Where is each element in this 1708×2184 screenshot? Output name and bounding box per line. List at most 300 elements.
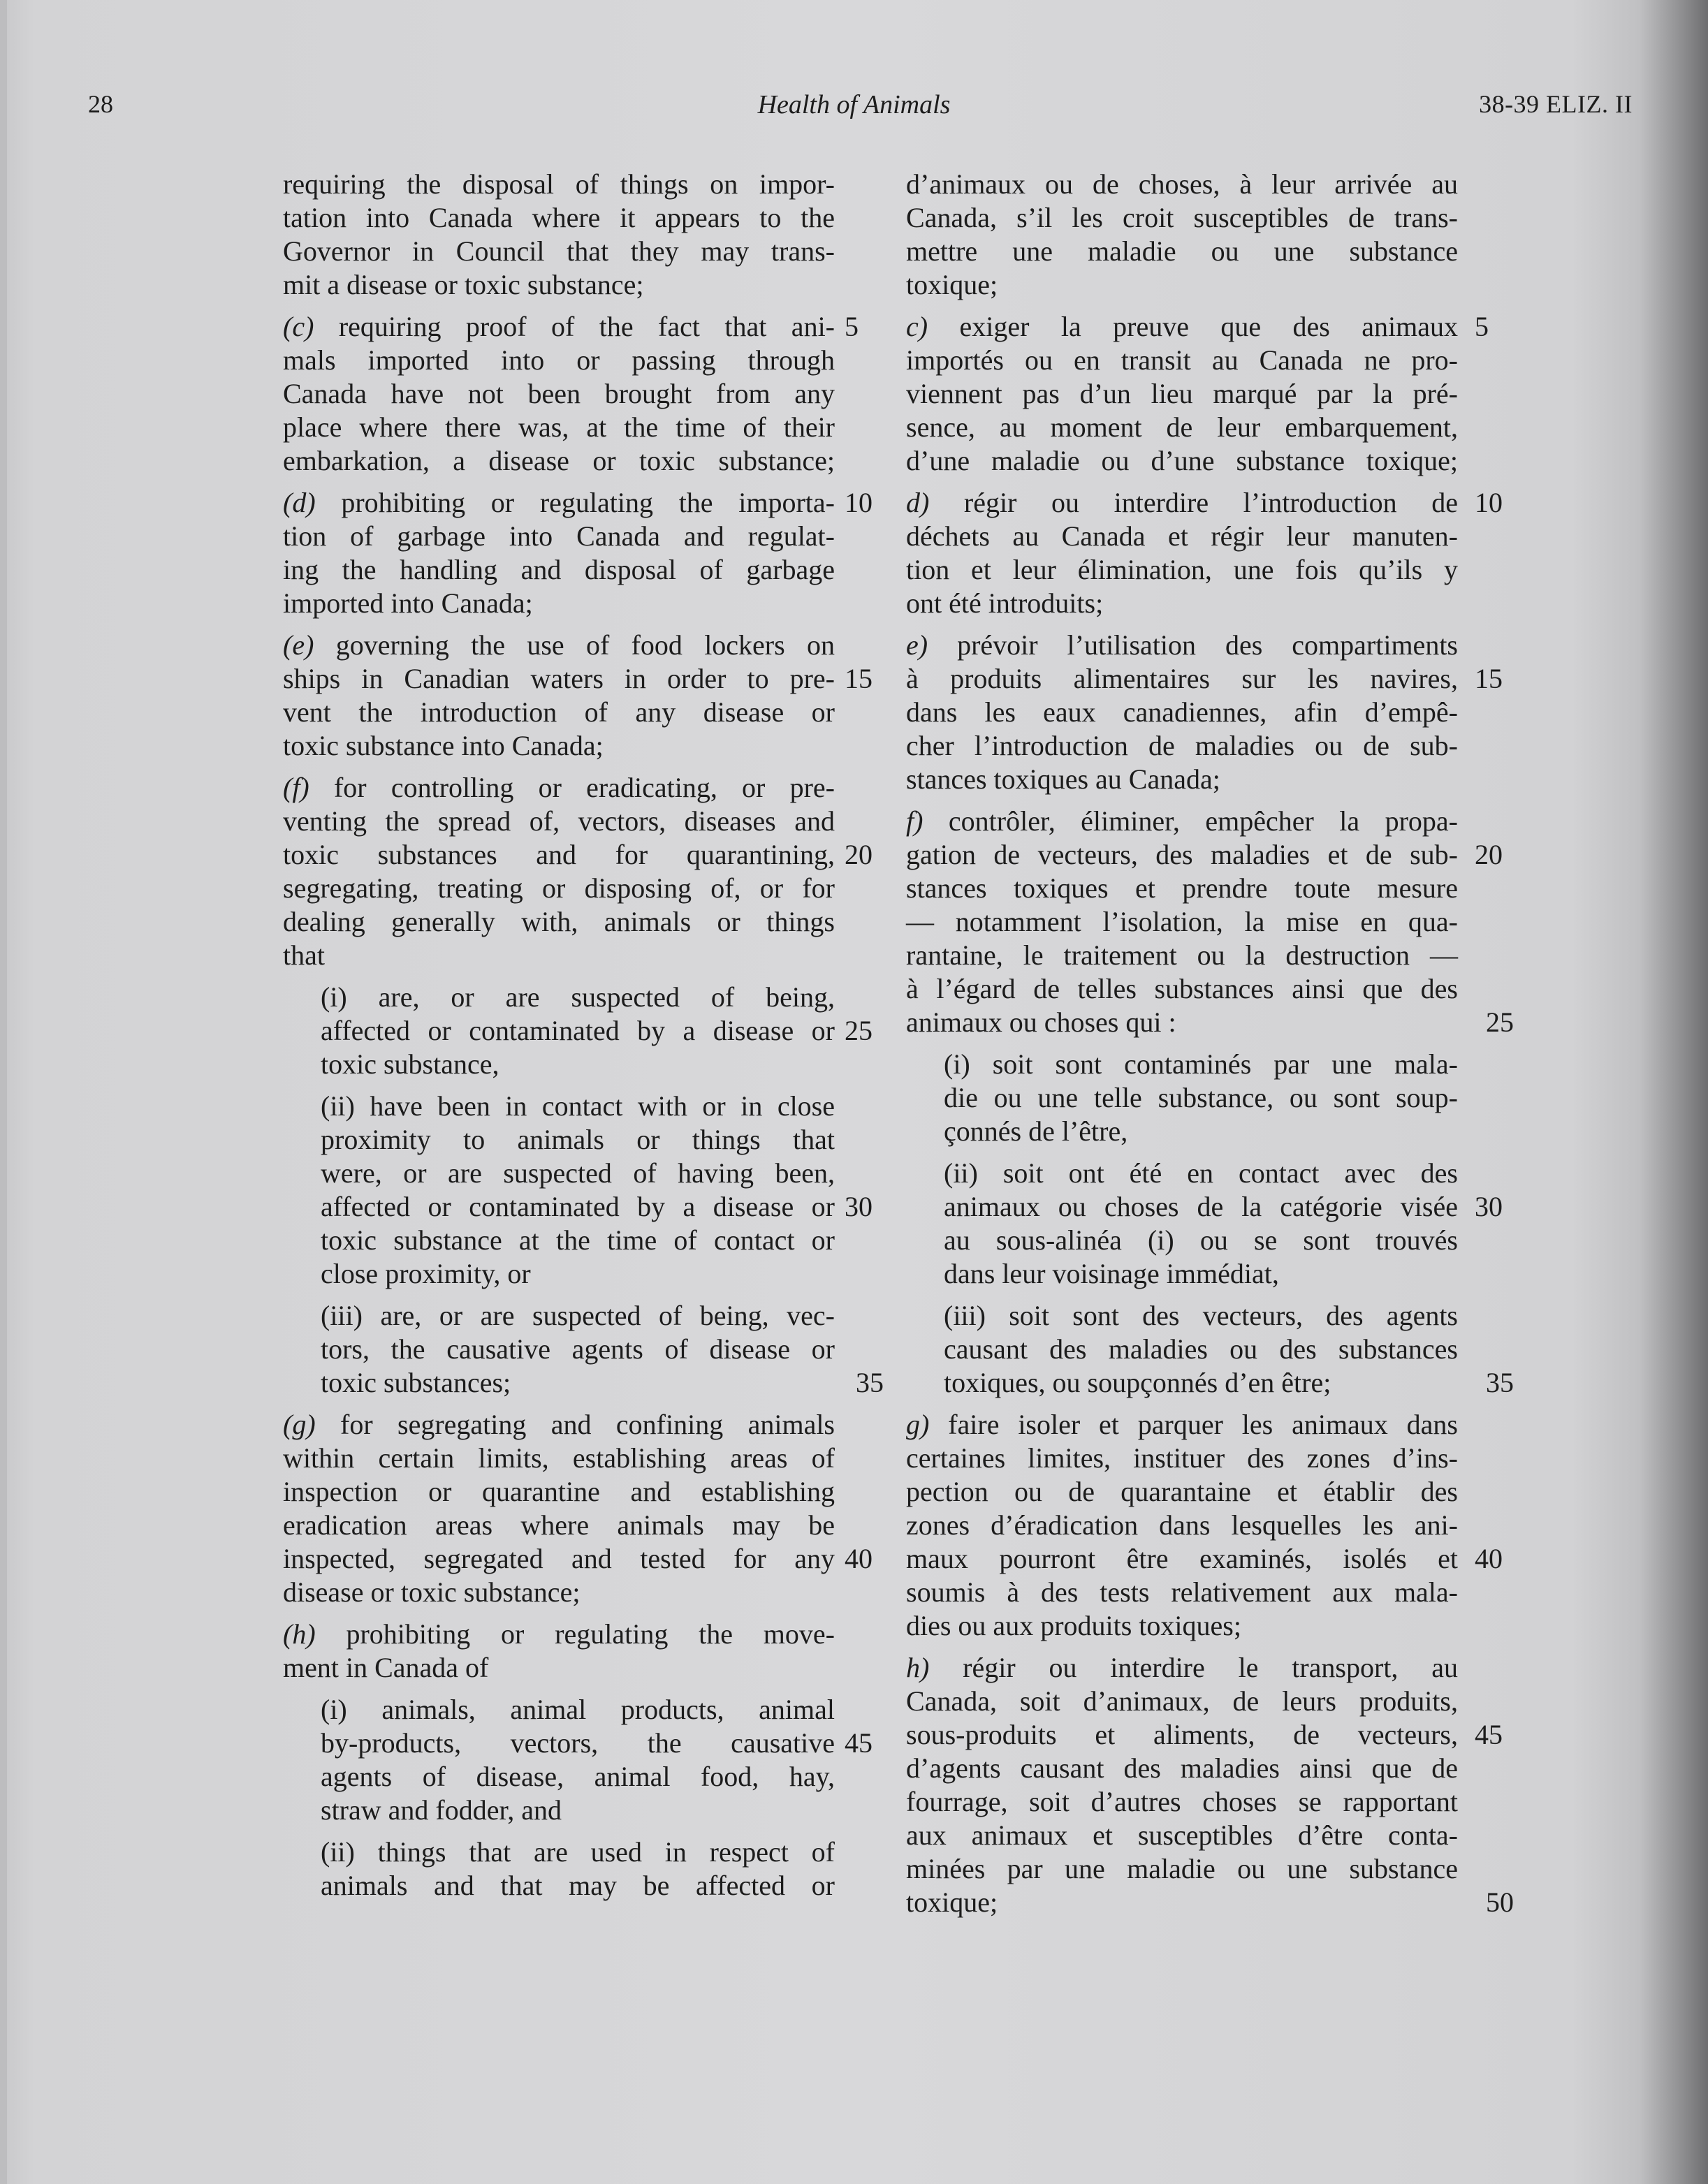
line-text: [283, 629, 835, 661]
text-line: [906, 1685, 1458, 1718]
line-content: animaux ou choses de la catégorie visée: [944, 1191, 1458, 1222]
line-content: çonnés de l’être,: [944, 1115, 1128, 1147]
line-text: [906, 1006, 1176, 1038]
line-content: régir ou interdire le transport, au: [929, 1652, 1458, 1683]
text-line: [906, 377, 1458, 411]
line-content: ships in Canadian waters in order to pre-: [283, 663, 835, 694]
line-content: à l’égard de telles substances ainsi que des: [906, 973, 1458, 1004]
line-content: prohibiting or regulating the importa-: [315, 487, 835, 518]
text-line: [283, 486, 873, 520]
text-line: [906, 1785, 1458, 1819]
line-text: [283, 1476, 835, 1507]
text-line: [944, 1333, 1458, 1366]
line-number: 40: [1475, 1543, 1503, 1574]
text-line: [906, 1442, 1458, 1475]
line-text: [906, 1409, 1458, 1440]
text-line: [283, 1408, 835, 1442]
line-text: [906, 520, 1458, 552]
text-line: [906, 268, 1458, 302]
line-text: [906, 663, 1458, 694]
line-text: [944, 1333, 1458, 1365]
line-text: [283, 587, 533, 619]
line-content: embarkation, a disease or toxic substance;: [283, 445, 835, 476]
line-text: [906, 1652, 1458, 1683]
line-text: [283, 378, 835, 409]
text-line: [283, 905, 835, 939]
text-line: [283, 1542, 873, 1576]
text-line: [283, 939, 835, 972]
line-text: [906, 554, 1458, 585]
line-text: [321, 1191, 835, 1222]
line-text: [321, 1015, 835, 1046]
line-text: [283, 1409, 835, 1440]
line-text: [283, 344, 835, 376]
line-content: d’animaux ou de choses, à leur arrivée au: [906, 168, 1458, 200]
line-content: (ii) things that are used in respect of: [321, 1836, 835, 1868]
text-line: [944, 1257, 1458, 1291]
line-content: Canada, s’il les croit susceptibles de trans-: [906, 202, 1458, 233]
line-content: ont été introduits;: [906, 587, 1104, 619]
line-text: [906, 696, 1458, 728]
line-content: dealing generally with, animals or things: [283, 906, 835, 937]
line-content: close proximity, or: [321, 1258, 531, 1289]
line-text: [283, 445, 835, 476]
text-line: [906, 1509, 1458, 1542]
line-text: [283, 772, 835, 803]
line-content: (i) soit sont contaminés par une mala-: [944, 1048, 1458, 1080]
line-content: importés ou en transit au Canada ne pro-: [906, 344, 1458, 376]
line-text: [321, 1367, 511, 1398]
text-line: [283, 1576, 835, 1609]
line-content: viennent pas d’un lieu marqué par la pré-: [906, 378, 1458, 409]
text-line: [321, 1257, 835, 1291]
line-text: [906, 1576, 1458, 1608]
text-line: [283, 168, 835, 201]
line-text: [321, 1224, 835, 1256]
line-number: 15: [1475, 663, 1503, 694]
line-content: gation de vecteurs, des maladies et de sub-: [906, 839, 1458, 870]
line-content: straw and fodder, and: [321, 1794, 562, 1826]
paragraph-marker: h): [906, 1652, 930, 1683]
text-line: [906, 411, 1458, 444]
text-line: [944, 1157, 1458, 1190]
line-text: [283, 805, 835, 837]
text-line: [283, 310, 859, 344]
line-text: [906, 1752, 1458, 1784]
paragraph-marker: f): [906, 805, 924, 837]
line-content: Governor in Council that they may trans-: [283, 235, 835, 267]
line-content: Canada have not been brought from any: [283, 378, 835, 409]
english-column: [283, 168, 884, 1903]
text-line: [283, 696, 835, 729]
line-number: 5: [845, 311, 859, 342]
text-line: [944, 1299, 1458, 1333]
line-text: [906, 1685, 1458, 1717]
line-text: [906, 973, 1458, 1004]
line-content: vent the introduction of any disease or: [283, 696, 835, 728]
text-line: [283, 1442, 835, 1475]
text-line: [283, 377, 835, 411]
text-line: [906, 1819, 1458, 1852]
french-column: [906, 168, 1514, 1919]
line-text: [906, 269, 998, 300]
line-content: à produits alimentaires sur les navires,: [906, 663, 1458, 694]
text-line: [906, 1475, 1458, 1509]
line-text: [906, 1610, 1241, 1641]
text-line: [321, 1333, 835, 1366]
line-text: [906, 730, 1458, 761]
line-text: [906, 1853, 1458, 1884]
line-text: [906, 168, 1458, 200]
text-line: [321, 1157, 835, 1190]
line-text: [283, 235, 835, 267]
line-content: agents of disease, animal food, hay,: [321, 1761, 835, 1792]
line-text: [944, 1367, 1331, 1398]
text-line: [283, 344, 835, 377]
line-content: dies ou aux produits toxiques;: [906, 1610, 1241, 1641]
paragraph-marker: g): [906, 1409, 930, 1440]
text-line: [321, 1090, 835, 1123]
paragraph-marker: e): [906, 629, 928, 661]
line-text: [283, 411, 835, 443]
text-line: [944, 1115, 1458, 1148]
line-text: [906, 1476, 1458, 1507]
text-line: [906, 344, 1458, 377]
text-line: [321, 1123, 835, 1157]
line-content: sous-produits et aliments, de vecteurs,: [906, 1719, 1458, 1750]
line-content: prohibiting or regulating the move-: [315, 1618, 835, 1650]
paragraph-marker: (f): [283, 772, 309, 803]
line-text: [283, 1509, 835, 1541]
text-line: [321, 1869, 835, 1903]
line-text: [283, 663, 835, 694]
line-text: [283, 1652, 488, 1683]
text-line: [283, 268, 835, 302]
text-line: [906, 805, 1458, 838]
line-content: affected or contaminated by a disease or: [321, 1191, 835, 1222]
line-content: tion of garbage into Canada and regulat-: [283, 520, 835, 552]
line-text: [944, 1224, 1458, 1256]
line-content: that: [283, 939, 325, 971]
line-number: 10: [1475, 487, 1503, 518]
line-number: 20: [845, 839, 873, 870]
line-content: — notamment l’isolation, la mise en qua-: [906, 906, 1458, 937]
line-text: [906, 1819, 1458, 1851]
line-text: [906, 1719, 1458, 1750]
line-content: tors, the causative agents of disease or: [321, 1333, 835, 1365]
line-content: dans les eaux canadiennes, afin d’empê-: [906, 696, 1458, 728]
running-title: Health of Animals: [757, 90, 951, 119]
page-header: [0, 89, 1708, 131]
line-text: [321, 1258, 531, 1289]
text-line: [283, 771, 835, 805]
line-content: imported into Canada;: [283, 587, 533, 619]
paragraph-marker: d): [906, 487, 930, 518]
line-content: prévoir l’utilisation des compartiments: [928, 629, 1458, 661]
text-line: [906, 629, 1458, 662]
line-text: [906, 1886, 998, 1918]
paragraph-marker: c): [906, 311, 928, 342]
line-content: sence, au moment de leur embarquement,: [906, 411, 1458, 443]
line-content: inspected, segregated and tested for any: [283, 1543, 835, 1574]
text-line: [283, 729, 835, 763]
line-text: [283, 1442, 835, 1474]
line-text: [906, 1442, 1458, 1474]
text-line: [321, 1835, 835, 1869]
text-line: [283, 1618, 835, 1651]
paragraph-marker: (c): [283, 311, 314, 342]
line-text: [321, 1300, 835, 1331]
text-line: [321, 1048, 835, 1081]
line-text: [906, 411, 1458, 443]
text-line: [283, 872, 835, 905]
text-line: [944, 1081, 1458, 1115]
line-content: stances toxiques au Canada;: [906, 763, 1220, 795]
text-line: [283, 805, 835, 838]
line-number: 30: [1475, 1191, 1503, 1222]
text-line: [283, 1651, 835, 1685]
line-content: régir ou interdire l’introduction de: [929, 487, 1458, 518]
line-content: causant des maladies ou des substances: [944, 1333, 1458, 1365]
text-line: [906, 1408, 1458, 1442]
text-line: [906, 486, 1503, 520]
line-content: mals imported into or passing through: [283, 344, 835, 376]
line-text: [906, 378, 1458, 409]
text-line: [906, 729, 1458, 763]
line-content: toxic substances and for quarantining,: [283, 839, 835, 870]
line-text: [283, 520, 835, 552]
line-text: [283, 487, 835, 518]
line-number: 25: [1486, 1006, 1514, 1038]
line-text: [283, 554, 835, 585]
line-content: mettre une maladie ou une substance: [906, 235, 1458, 267]
line-content: toxic substance at the time of contact or: [321, 1224, 835, 1256]
line-content: tion et leur élimination, une fois qu’ils y: [906, 554, 1458, 585]
line-content: contrôler, éliminer, empêcher la propa-: [923, 805, 1458, 837]
line-text: [906, 1543, 1458, 1574]
line-text: [906, 629, 1458, 661]
text-line: [906, 235, 1458, 268]
text-line: [906, 1852, 1458, 1886]
line-content: ing the handling and disposal of garbage: [283, 554, 835, 585]
line-content: by-products, vectors, the causative: [321, 1727, 835, 1759]
line-content: within certain limits, establishing areas of: [283, 1442, 835, 1474]
line-text: [906, 1786, 1458, 1817]
line-content: for controlling or eradicating, or pre-: [309, 772, 835, 803]
text-line: [944, 1224, 1458, 1257]
line-content: animaux ou choses qui :: [906, 1006, 1176, 1038]
line-number: 35: [1486, 1367, 1514, 1398]
text-line: [906, 168, 1458, 201]
line-content: animals and that may be affected or: [321, 1870, 835, 1901]
line-number: 40: [845, 1543, 873, 1574]
line-text: [283, 872, 835, 904]
paragraph-marker: (g): [283, 1409, 316, 1440]
line-number: 20: [1475, 839, 1503, 870]
line-number: 5: [1475, 311, 1489, 342]
text-line: [321, 1014, 873, 1048]
line-text: [283, 696, 835, 728]
text-line: [906, 1752, 1458, 1785]
text-line: [321, 1727, 873, 1760]
line-text: [321, 1836, 835, 1868]
line-content: déchets au Canada et régir leur manuten-: [906, 520, 1458, 552]
line-text: [906, 344, 1458, 376]
text-line: [906, 763, 1458, 796]
text-line: [906, 1651, 1458, 1685]
line-content: cher l’introduction de maladies ou de sub-: [906, 730, 1458, 761]
line-text: [321, 1090, 835, 1122]
text-line: [906, 662, 1503, 696]
text-line: [944, 1366, 1514, 1400]
line-content: disease or toxic substance;: [283, 1576, 581, 1608]
line-number: 15: [845, 663, 873, 694]
text-line: [906, 1006, 1514, 1039]
line-content: requiring the disposal of things on impor-: [283, 168, 835, 200]
line-content: (ii) soit ont été en contact avec des: [944, 1157, 1458, 1189]
line-text: [944, 1082, 1458, 1113]
line-content: aux animaux et susceptibles d’être conta-: [906, 1819, 1458, 1851]
line-content: exiger la preuve que des animaux: [928, 311, 1458, 342]
text-line: [944, 1190, 1503, 1224]
line-text: [906, 202, 1458, 233]
line-content: rantaine, le traitement ou la destruction —: [906, 939, 1458, 971]
line-content: affected or contaminated by a disease or: [321, 1015, 835, 1046]
line-text: [906, 311, 1458, 342]
line-content: toxique;: [906, 1886, 998, 1918]
text-line: [283, 838, 873, 872]
line-content: (iii) are, or are suspected of being, vec-: [321, 1300, 835, 1331]
line-content: ment in Canada of: [283, 1652, 489, 1683]
text-line: [283, 553, 835, 587]
text-line: [321, 981, 835, 1014]
text-line: [321, 1760, 835, 1794]
line-content: requiring proof of the fact that ani-: [314, 311, 835, 342]
line-text: [906, 906, 1458, 937]
line-content: certaines limites, instituer des zones d’ins-: [906, 1442, 1458, 1474]
line-text: [283, 168, 835, 200]
line-content: pection ou de quarantaine et établir des: [906, 1476, 1458, 1507]
line-content: venting the spread of, vectors, diseases and: [283, 805, 835, 837]
line-text: [321, 1333, 835, 1365]
line-text: [283, 1543, 835, 1574]
line-number: 50: [1486, 1886, 1514, 1918]
text-line: [283, 1509, 835, 1542]
line-text: [283, 1576, 580, 1608]
line-number: 45: [845, 1727, 873, 1759]
text-line: [906, 972, 1458, 1006]
text-line: [906, 310, 1489, 344]
text-line: [906, 587, 1458, 620]
line-content: inspection or quarantine and establishing: [283, 1476, 835, 1507]
text-line: [906, 1542, 1503, 1576]
line-content: segregating, treating or disposing of, or for: [283, 872, 835, 904]
text-line: [283, 520, 835, 553]
line-content: eradication areas where animals may be: [283, 1509, 835, 1541]
text-line: [283, 235, 835, 268]
text-line: [321, 1366, 884, 1400]
text-line: [906, 1609, 1458, 1643]
line-text: [321, 1124, 835, 1155]
page-number: 28: [88, 90, 113, 118]
line-text: [283, 1618, 835, 1650]
line-text: [906, 1509, 1458, 1541]
text-line: [283, 444, 835, 478]
line-text: [906, 587, 1103, 619]
line-text: [283, 939, 325, 971]
text-line: [321, 1224, 835, 1257]
text-line: [906, 905, 1458, 939]
text-line: [906, 201, 1458, 235]
paragraph-marker: (d): [283, 487, 316, 518]
text-line: [283, 587, 835, 620]
line-text: [321, 1694, 835, 1725]
line-text: [321, 981, 835, 1013]
line-text: [906, 939, 1458, 971]
line-number: 45: [1475, 1719, 1503, 1750]
statute-reference: 38-39 ELIZ. II: [1479, 90, 1633, 118]
line-content: for segregating and confining animals: [315, 1409, 835, 1440]
line-text: [321, 1870, 835, 1901]
line-text: [944, 1258, 1279, 1289]
text-line: [906, 872, 1458, 905]
line-content: maux pourront être examinés, isolés et: [906, 1543, 1458, 1574]
line-text: [906, 445, 1458, 476]
text-line: [321, 1794, 835, 1827]
line-text: [321, 1727, 835, 1759]
text-line: [283, 1475, 835, 1509]
line-text: [906, 805, 1458, 837]
line-text: [944, 1115, 1127, 1147]
line-content: Canada, soit d’animaux, de leurs produits,: [906, 1685, 1458, 1717]
line-text: [283, 730, 604, 761]
line-content: soumis à des tests relativement aux mala-: [906, 1576, 1458, 1608]
line-content: dans leur voisinage immédiat,: [944, 1258, 1279, 1289]
line-content: fourrage, soit d’autres choses se rapportant: [906, 1786, 1458, 1817]
line-text: [906, 487, 1458, 518]
line-content: minées par une maladie ou une substance: [906, 1853, 1458, 1884]
line-text: [906, 763, 1220, 795]
line-text: [944, 1300, 1458, 1331]
line-text: [321, 1794, 562, 1826]
line-text: [283, 202, 835, 233]
text-line: [283, 662, 873, 696]
line-content: toxique;: [906, 269, 998, 300]
line-content: stances toxiques et prendre toute mesure: [906, 872, 1458, 904]
line-content: toxic substance,: [321, 1048, 499, 1080]
text-line: [321, 1299, 835, 1333]
line-text: [944, 1191, 1458, 1222]
text-line: [283, 629, 835, 662]
line-number: 30: [845, 1191, 873, 1222]
line-text: [283, 311, 835, 342]
line-text: [906, 872, 1458, 904]
text-line: [906, 1576, 1458, 1609]
line-number: 10: [845, 487, 873, 518]
paragraph-marker: (h): [283, 1618, 316, 1650]
line-text: [944, 1157, 1458, 1189]
line-content: place where there was, at the time of their: [283, 411, 835, 443]
line-content: faire isoler et parquer les animaux dans: [929, 1409, 1458, 1440]
text-line: [906, 1886, 1514, 1919]
text-line: [321, 1190, 873, 1224]
line-text: [283, 269, 644, 300]
line-text: [283, 906, 835, 937]
paragraph-marker: (e): [283, 629, 314, 661]
line-content: governing the use of food lockers on: [314, 629, 835, 661]
line-text: [906, 235, 1458, 267]
line-content: toxiques, ou soupçonnés d’en être;: [944, 1367, 1331, 1398]
